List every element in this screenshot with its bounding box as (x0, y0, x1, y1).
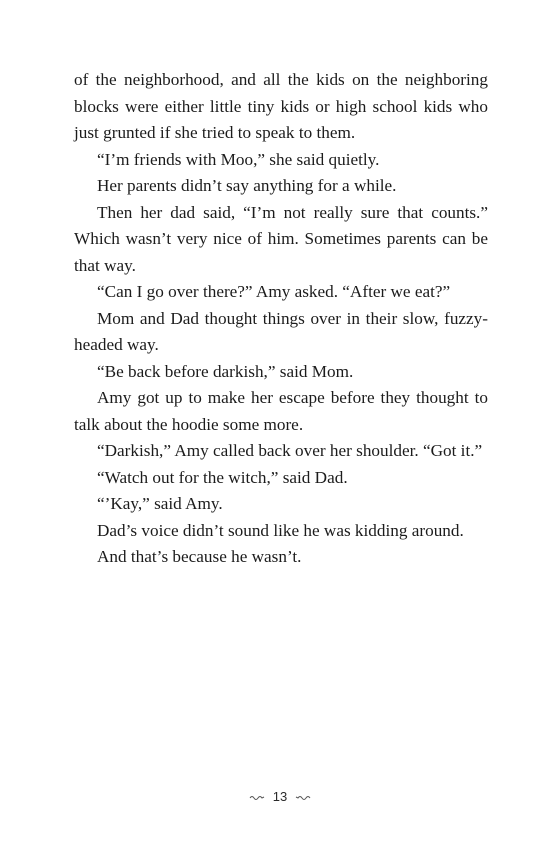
page-number: 13 (272, 788, 288, 804)
paragraph: Amy got up to make her escape before they thought to talk about the hoodie some more. (74, 388, 488, 434)
paragraph: “Can I go over there?” Amy asked. “After we eat?” (97, 282, 451, 301)
paragraph: Mom and Dad thought things over in their slow, fuzzy-headed way. (74, 308, 488, 354)
wave-ornament-icon (295, 793, 311, 801)
paragraph: “Watch out for the witch,” said Dad. (97, 467, 348, 487)
paragraph: Her parents didn’t say anything for a while. (97, 176, 397, 195)
page-number-footer (0, 788, 560, 805)
body-text (74, 67, 488, 571)
paragraph: “Be back before darkish,” said Mom. (97, 361, 354, 381)
paragraph: Then her dad said, “I’m not really sure that counts.” Which wasn’t very nice of him. Sometimes parents can be that way. (74, 202, 488, 275)
paragraph: “I’m friends with Moo,” she said quietly. (97, 149, 380, 169)
paragraph: And that’s because he wasn’t. (97, 547, 302, 566)
paragraph: Dad’s voice didn’t sound like he was kidding around. (97, 520, 464, 540)
paragraph: “’Kay,” said Amy. (97, 494, 223, 513)
wave-ornament-icon (249, 793, 265, 801)
paragraph: “Darkish,” Amy called back over her shoulder. “Got it.” (97, 441, 483, 460)
paragraph-continuation: of the neighborhood, and all the kids on the neighboring blocks were either little tiny kids or high school kids who just grunted if she tried to speak to them. (74, 70, 488, 142)
